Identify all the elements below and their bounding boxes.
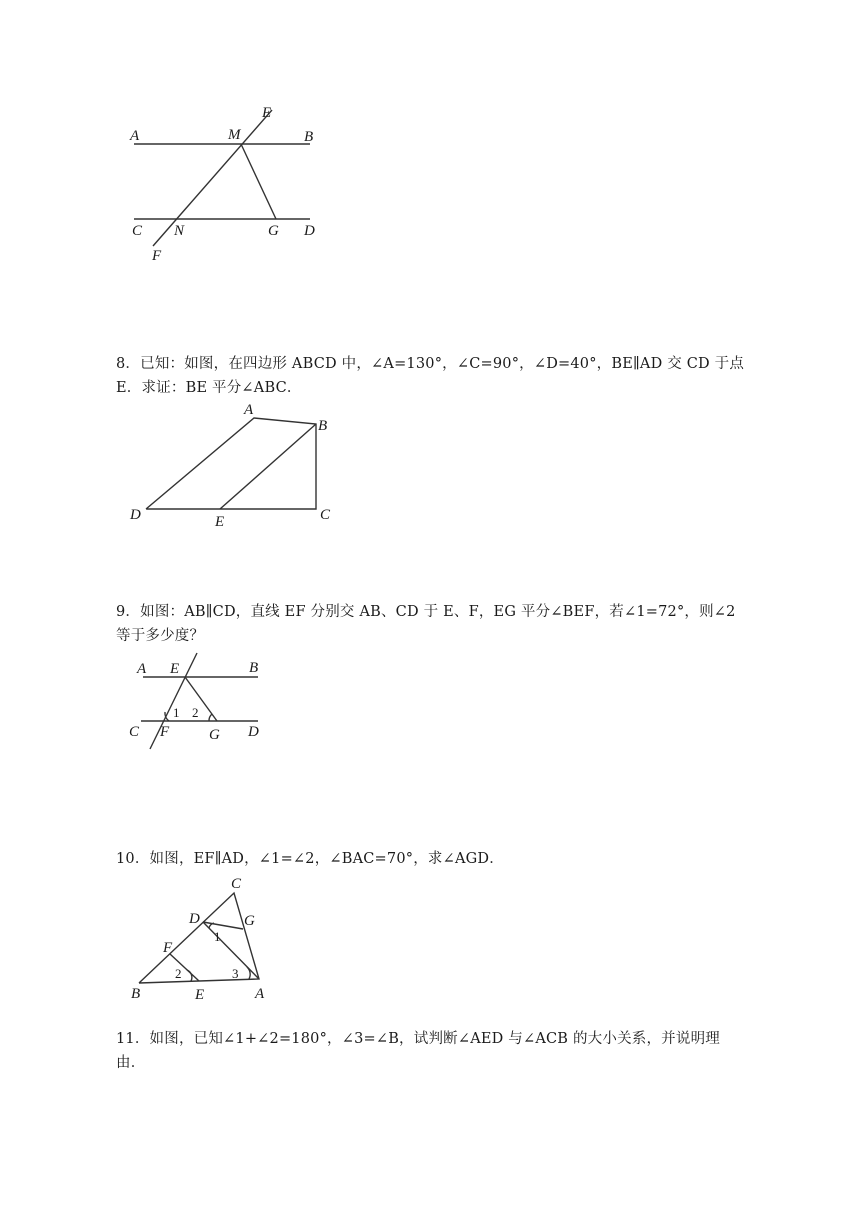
triangle-abc bbox=[139, 893, 259, 983]
figure-9-diagram bbox=[125, 648, 275, 753]
question-8-line-1: 8．已知：如图，在四边形 ABCD 中，∠A=130°，∠C=90°，∠D=40°，BE∥AD 交 CD 于点 bbox=[116, 356, 745, 372]
label-b: B bbox=[249, 660, 259, 676]
label-a: A bbox=[244, 402, 254, 418]
label-e: E bbox=[215, 514, 225, 530]
label-d: D bbox=[248, 724, 259, 740]
label-a: A bbox=[137, 661, 147, 677]
label-m: M bbox=[228, 127, 241, 143]
question-10 bbox=[116, 847, 756, 871]
figure-8-diagram bbox=[120, 398, 350, 533]
label-b: B bbox=[131, 986, 141, 1002]
label-b: B bbox=[304, 129, 314, 145]
figure-7-diagram bbox=[120, 98, 340, 268]
question-9 bbox=[116, 600, 756, 648]
label-a: A bbox=[130, 128, 140, 144]
label-angle-3: 3 bbox=[232, 966, 239, 981]
quadrilateral-abcd bbox=[146, 418, 316, 509]
label-g: G bbox=[268, 223, 279, 239]
figure-10-diagram bbox=[125, 875, 285, 1005]
question-8-line-2: E．求证：BE 平分∠ABC． bbox=[116, 380, 302, 396]
segment-be bbox=[220, 424, 316, 509]
segment-mg bbox=[241, 144, 276, 219]
figure-10 bbox=[125, 875, 285, 1005]
label-angle-1: 1 bbox=[214, 929, 221, 944]
angle-2-arc bbox=[209, 714, 212, 721]
label-f: F bbox=[152, 248, 162, 264]
question-11-line-1: 11．如图，已知∠1+∠2=180°，∠3=∠B，试判断∠AED 与∠ACB 的大小关系，并说明理 bbox=[116, 1031, 720, 1047]
angle-2-arc bbox=[187, 970, 192, 981]
question-10-line-1: 10．如图，EF∥AD，∠1=∠2，∠BAC=70°，求∠AGD． bbox=[116, 851, 504, 867]
label-e: E bbox=[262, 105, 272, 121]
label-c: C bbox=[231, 876, 242, 892]
label-angle-1: 1 bbox=[173, 705, 180, 720]
label-e: E bbox=[195, 987, 205, 1003]
label-e: E bbox=[170, 661, 180, 677]
figure-7 bbox=[120, 98, 340, 268]
label-c: C bbox=[320, 507, 331, 523]
label-d: D bbox=[189, 911, 200, 927]
figure-8 bbox=[120, 398, 350, 533]
question-11-line-2: 由． bbox=[116, 1055, 146, 1071]
question-11 bbox=[116, 1027, 756, 1075]
line-ef bbox=[153, 110, 272, 246]
label-a: A bbox=[255, 986, 265, 1002]
label-f: F bbox=[163, 940, 173, 956]
label-c: C bbox=[129, 724, 140, 740]
question-8 bbox=[116, 352, 756, 400]
label-c: C bbox=[132, 223, 143, 239]
label-angle-2: 2 bbox=[175, 966, 182, 981]
label-b: B bbox=[318, 418, 328, 434]
label-n: N bbox=[174, 223, 185, 239]
label-d: D bbox=[304, 223, 315, 239]
question-9-line-1: 9．如图：AB∥CD，直线 EF 分别交 AB、CD 于 E、F，EG 平分∠BEF，若∠1=72°，则∠2 bbox=[116, 604, 736, 620]
label-angle-2: 2 bbox=[192, 705, 199, 720]
figure-9 bbox=[125, 648, 275, 753]
label-d: D bbox=[130, 507, 141, 523]
label-g: G bbox=[244, 913, 255, 929]
label-g: G bbox=[209, 727, 220, 743]
question-9-line-2: 等于多少度？ bbox=[116, 628, 205, 644]
label-f: F bbox=[160, 724, 170, 740]
